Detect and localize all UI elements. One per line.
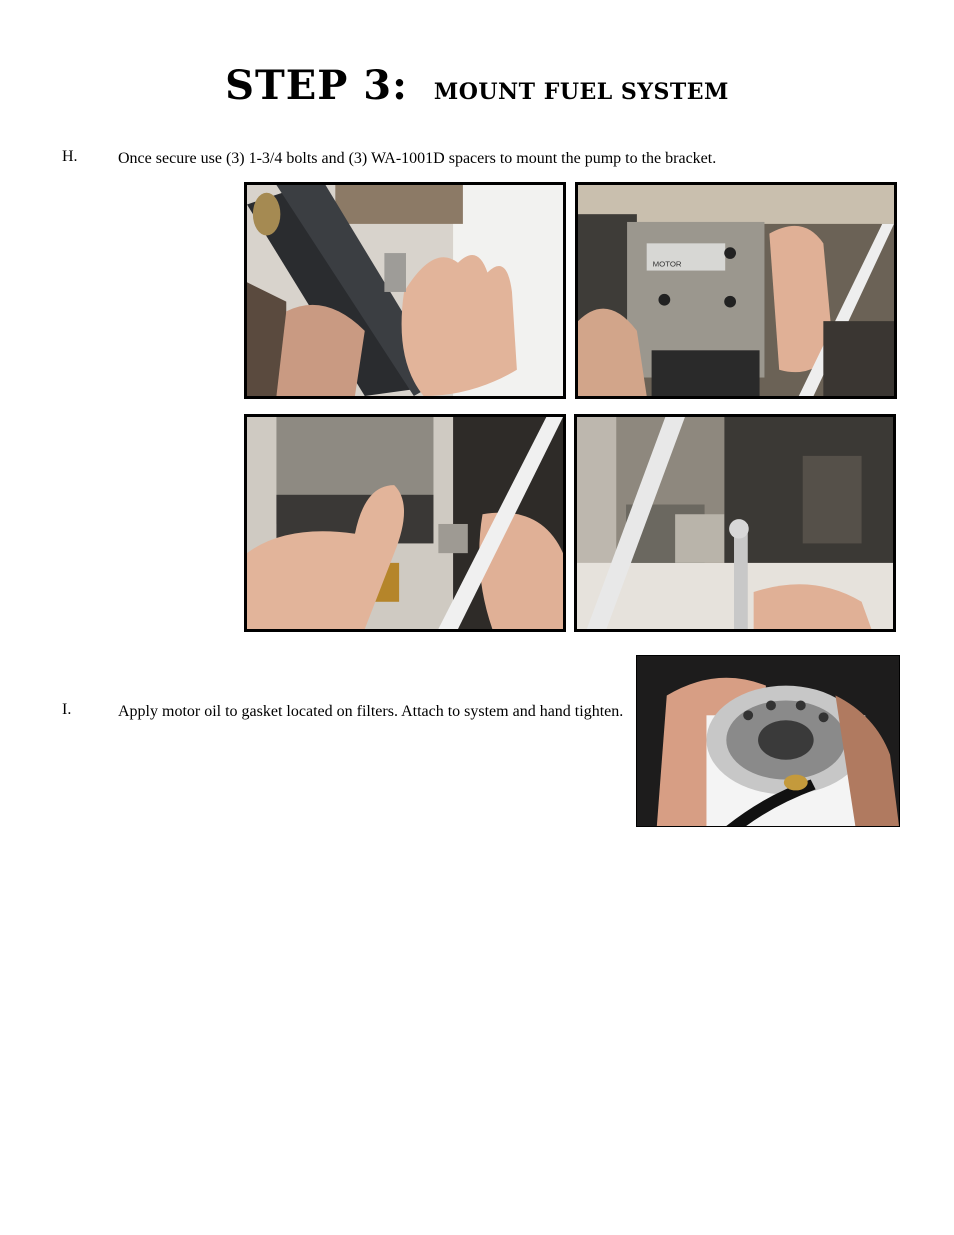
photo-brass-fitting [244,414,566,632]
photo-bracket-hand [244,182,566,399]
page-title [0,62,954,109]
photo-oil-filter [636,655,900,827]
step-i-text: Apply motor oil to gasket located on filters. Attach to system and hand tighten. [118,703,624,720]
photo-pump-label [575,182,897,399]
step-number: STEP 3: [225,62,408,109]
photo-wrench-bolt [574,414,896,632]
step-h-text: Once secure use (3) 1-3/4 bolts and (3) WA-1001D spacers to mount the pump to the bracket. [118,150,717,167]
step-h-letter: H. [62,148,78,165]
pump-label: MOTOR [652,259,682,269]
step-subtitle: MOUNT FUEL SYSTEM [433,79,729,105]
step-i-letter: I. [62,701,72,718]
